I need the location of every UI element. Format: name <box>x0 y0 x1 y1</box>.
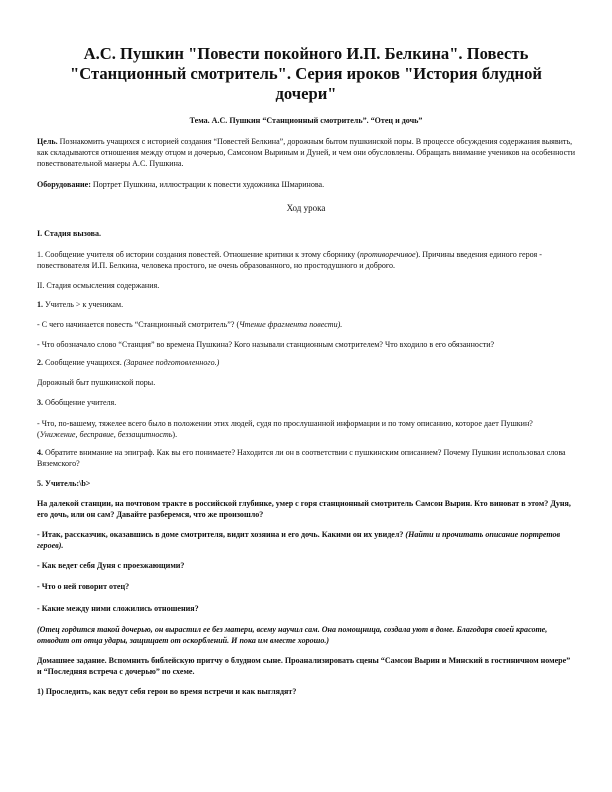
bold-paragraph-2 <box>37 529 575 551</box>
goal-paragraph <box>37 136 575 169</box>
q3-after: ). <box>172 429 178 439</box>
document-page <box>37 44 575 697</box>
stage2-item2 <box>37 357 575 368</box>
stage2-item1 <box>37 299 575 310</box>
item2-number: 2. <box>37 358 44 368</box>
last-paragraph: 1) Проследить, как ведут себя герои во время встречи и как выглядят? <box>37 687 297 696</box>
stage1-text: 1. Сообщение учителя об истории создания повестей. Отношение критики к этому сборнику ( <box>37 249 360 259</box>
equipment-paragraph <box>37 179 575 190</box>
stage1-italic: противоречивое <box>359 249 416 259</box>
stage1-text-after: ). Причины введения единого героя - повествователя И.П. Белкина, человека простого, не очень образованного, но простодушного и доброго. <box>37 249 542 270</box>
stage1-heading: I. Стадия вызова. <box>37 228 102 238</box>
q1-italic: Чтение фрагмента повести). <box>239 320 343 330</box>
page-title: А.С. Пушкин "Повести покойного И.П. Белкина". Повесть "Станционный смотритель". Серия ироков "История блудной дочери" <box>70 44 542 103</box>
question1 <box>37 319 575 330</box>
q3-text: - Что, по-вашему, тяжелее всего было в положении этих людей, судя по прослушанной информации и по тому описанию, которое дает Пушкин? ( <box>37 418 533 439</box>
item2-text: Сообщение учащихся. <box>43 358 124 368</box>
equipment-label: Оборудование: <box>37 180 91 190</box>
item1-number: 1. <box>37 299 44 309</box>
question2: - Что обозначало слово “Станция” во времена Пушкина? Кого называли станционным смотрителем? Что входило в его обязанности? <box>37 340 495 350</box>
item2-italic: (Заранее подготовленного.) <box>123 358 220 368</box>
stage1-paragraph <box>37 249 575 271</box>
q1-text: - С чего начинается повесть “Станционный смотритель”? ( <box>37 320 240 330</box>
question3 <box>37 418 575 440</box>
lesson-theme: Тема. А.С. Пушкин “Станционный смотритель”. “Отец и дочь” <box>189 116 423 125</box>
q3-italic: Унижение, бесправие, беззащитность <box>39 429 173 439</box>
homework-paragraph: Домашнее задание. Вспомнить библейскую притчу о блудном сыне. Проанализировать сцены “Самсон Вырин и Минский в гостиничном номере” и “Последняя встреча с дочерью” по схеме. <box>37 655 571 676</box>
item1-text: Учитель > к ученикам. <box>43 299 124 309</box>
bold-question-dunya: - Как ведет себя Дуня с проезжающими? <box>37 561 185 571</box>
item3-number: 3. <box>37 398 44 408</box>
lesson-heading: Ход урока <box>286 203 326 214</box>
item4-number: 4. <box>37 447 44 457</box>
bold-paragraph-1: На далекой станции, на почтовом тракте в российской глубинке, умер с горя станционный смотритель Самсон Вырин. Кто виноват в этом? Дуня, его дочь, или он сам? Давайте разберемся, что же произошло? <box>37 498 571 520</box>
p2-italic: (Найти и прочитать описание портретов героев). <box>37 530 561 551</box>
goal-text: Познакомить учащихся с историей создания “Повестей Белкина”, дорожным бытом пушкинской поры. В процессе обсуждения содержания выявить, как складываются отношения между отцом и дочерью, Самсоном Выриным и Дуней, и чем они обусловлены. Обращать внимание учеников на особенности повествовательной манеры А.С. Пушкина. <box>37 137 575 169</box>
stage2-heading: II. Стадия осмысления содержания. <box>37 280 160 290</box>
bold-question-relations: - Какие между ними сложились отношения? <box>37 603 199 613</box>
goal-label: Цель. <box>37 137 58 147</box>
item4-text: Обратите внимание на эпиграф. Как вы его понимаете? Находится ли он в соответствии с пушкинским описанием? Почему Пушкин использовал слова Вяземского? <box>37 447 566 468</box>
stage2-item4 <box>37 447 575 469</box>
p2-text: - Итак, рассказчик, оказавшись в доме смотрителя, видит хозяина и его дочь. Какими он их увидел? <box>37 530 406 540</box>
equipment-text: Портрет Пушкина, иллюстрации к повести художника Шмаринова. <box>90 180 325 190</box>
item2-topic: Дорожный быт пушкинской поры. <box>37 378 156 388</box>
bold-question-father: - Что о ней говорит отец? <box>37 582 130 592</box>
stage2-item5: 5. Учитель:\b> <box>37 478 91 488</box>
item3-text: Обобщение учителя. <box>43 398 117 408</box>
answer-paragraph: (Отец гордится такой дочерью, он вырастил ее без матери, всему научил сам. Она помощница, создала уют в доме. Благодаря своей красоте, отводит от отца удары, защищает от оскорблений. И пока им вместе хорошо.) <box>37 624 548 645</box>
stage2-item3 <box>37 397 575 408</box>
